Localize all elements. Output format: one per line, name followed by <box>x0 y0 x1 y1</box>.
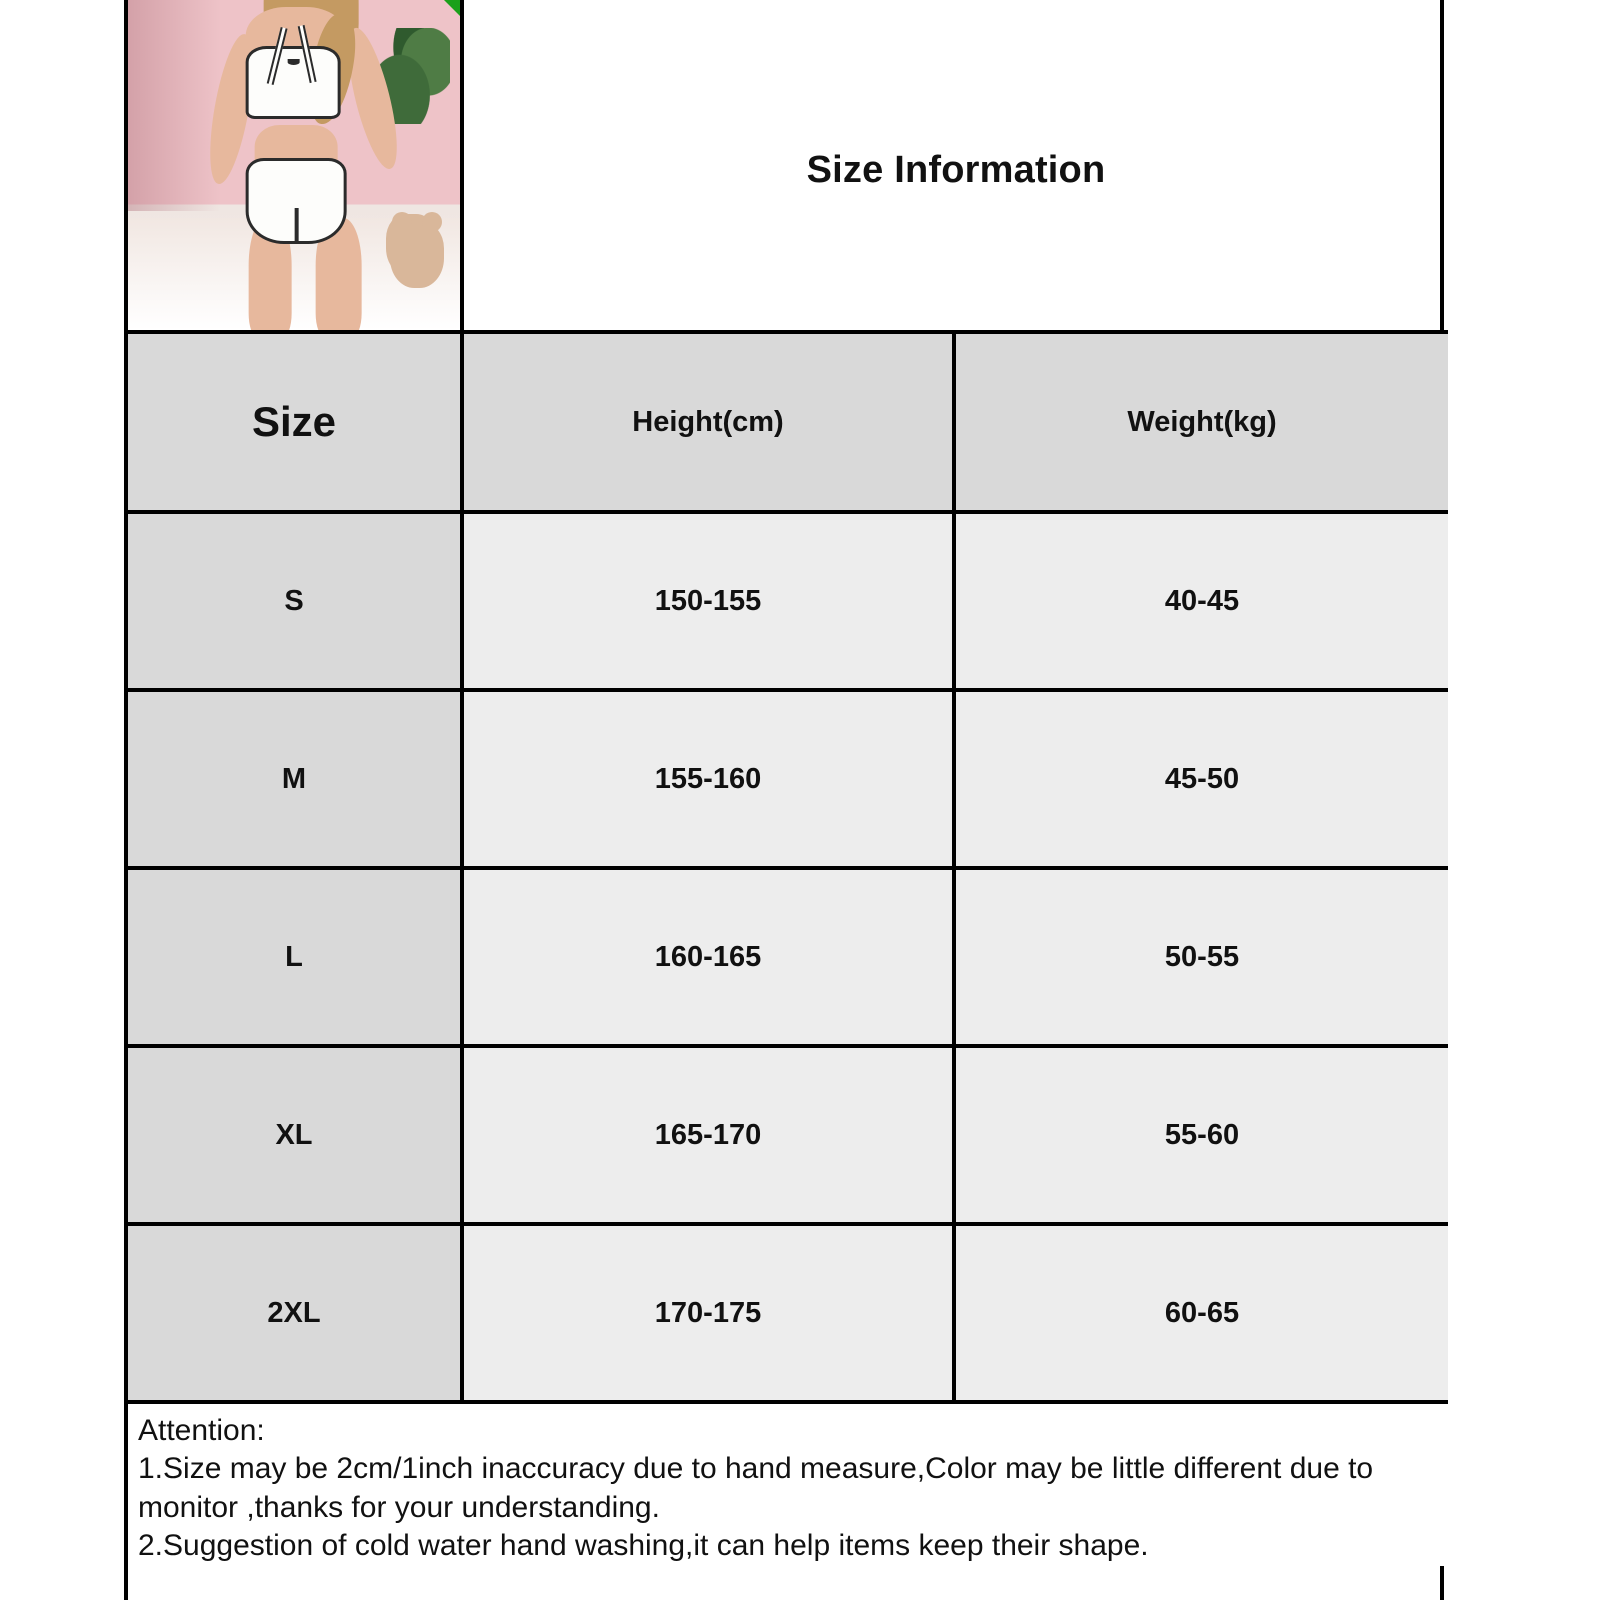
table-row <box>128 514 1448 692</box>
cell-weight <box>956 1048 1448 1222</box>
header-label-height: Height(cm) <box>632 405 784 438</box>
garment-shorts <box>246 158 347 244</box>
page-title: Size Information <box>806 148 1106 191</box>
header-label-size: Size <box>251 398 337 445</box>
garment-cami-top <box>246 46 341 119</box>
header-cell-size <box>128 334 464 510</box>
green-corner-marker <box>444 0 460 16</box>
height-value: 170-175 <box>654 1296 762 1329</box>
height-value: 155-160 <box>654 762 762 795</box>
teddy-bear-decor <box>390 222 444 288</box>
weight-value: 50-55 <box>1164 940 1240 973</box>
header-cell-weight <box>956 334 1448 510</box>
size-value: XL <box>275 1118 313 1151</box>
cell-size <box>128 1048 464 1222</box>
cell-height <box>464 692 956 866</box>
size-value: M <box>281 762 307 795</box>
garment-top-notch <box>288 59 300 65</box>
cell-size <box>128 514 464 688</box>
table-row <box>128 692 1448 870</box>
cell-height <box>464 1048 956 1222</box>
table-row <box>128 1048 1448 1226</box>
size-information-table <box>128 0 1448 1566</box>
cell-weight <box>956 692 1448 866</box>
cell-size <box>128 692 464 866</box>
cell-height <box>464 870 956 1044</box>
title-cell <box>464 0 1448 330</box>
cell-weight <box>956 870 1448 1044</box>
cell-weight <box>956 1226 1448 1400</box>
cell-height <box>464 1226 956 1400</box>
table-top-row <box>128 0 1448 334</box>
table-header-row <box>128 334 1448 514</box>
photo-wall-shadow <box>128 0 221 211</box>
weight-value: 45-50 <box>1164 762 1240 795</box>
size-value: 2XL <box>267 1296 321 1329</box>
table-row <box>128 1226 1448 1404</box>
table-row <box>128 870 1448 1048</box>
header-cell-height <box>464 334 956 510</box>
header-label-weight: Weight(kg) <box>1127 405 1277 438</box>
height-value: 165-170 <box>654 1118 762 1151</box>
weight-value: 60-65 <box>1164 1296 1240 1329</box>
cell-weight <box>956 514 1448 688</box>
size-value: S <box>284 584 304 617</box>
size-value: L <box>285 940 303 973</box>
product-photo <box>128 0 464 330</box>
attention-line-1: 1.Size may be 2cm/1inch inaccuracy due to hand measure,Color may be little different due to monitor ,thanks for your understanding. <box>138 1452 1382 1524</box>
model-figure <box>224 0 377 330</box>
size-chart-sheet <box>124 0 1444 1600</box>
cell-height <box>464 514 956 688</box>
cell-size <box>128 870 464 1044</box>
height-value: 160-165 <box>654 940 762 973</box>
garment-shorts-seam <box>295 208 299 242</box>
weight-value: 55-60 <box>1164 1118 1240 1151</box>
attention-block <box>128 1404 1448 1566</box>
height-value: 150-155 <box>654 584 762 617</box>
weight-value: 40-45 <box>1164 584 1240 617</box>
cell-size <box>128 1226 464 1400</box>
attention-line-2: 2.Suggestion of cold water hand washing,it can help items keep their shape. <box>138 1529 1149 1563</box>
attention-heading: Attention: <box>138 1414 265 1447</box>
